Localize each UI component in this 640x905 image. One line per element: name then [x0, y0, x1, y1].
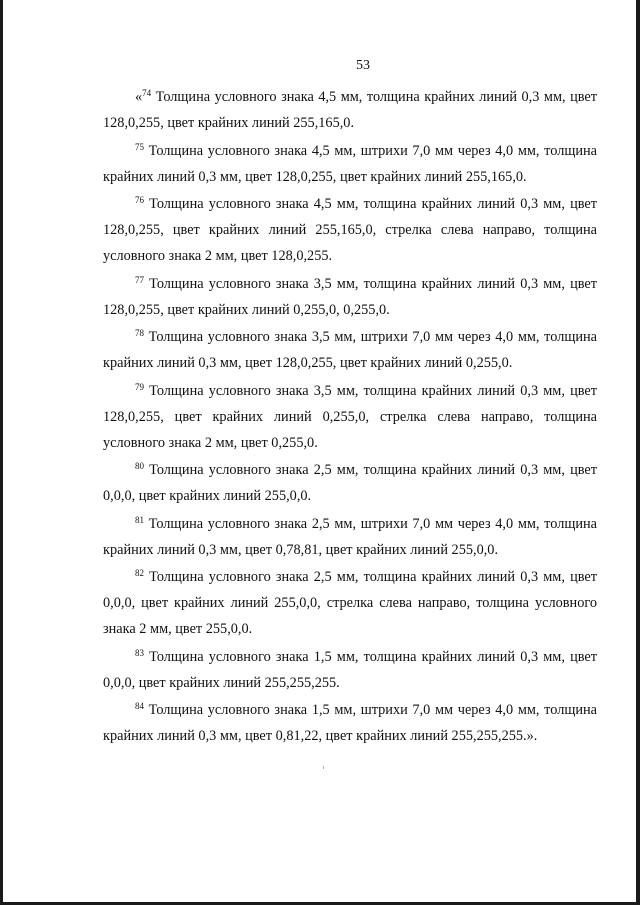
paragraph-77	[103, 271, 597, 323]
paragraph-82	[103, 564, 597, 642]
footnote-number: 76	[135, 195, 144, 205]
paragraph-text: Толщина условного знака 4,5 мм, штрихи 7,0 мм через 4,0 мм, толщина крайних линий 0,3 мм, цвет 128,0,255, цвет крайних линий 255,165,0.	[103, 142, 597, 185]
paragraph-text: Толщина условного знака 3,5 мм, штрихи 7,0 мм через 4,0 мм, толщина крайних линий 0,3 мм, цвет 128,0,255, цвет крайних линий 0,255,0.	[103, 329, 597, 371]
paragraph-text: Толщина условного знака 1,5 мм, толщина крайних линий 0,3 мм, цвет 0,0,0, цвет крайних линий 255,255,255.	[103, 648, 597, 691]
paragraph-text: Толщина условного знака 1,5 мм, штрихи 7,0 мм через 4,0 мм, толщина крайних линий 0,3 мм, цвет 0,81,22, цвет крайних линий 255,255,255.».	[103, 702, 597, 744]
paragraph-79	[103, 378, 597, 456]
footnote-number: 78	[135, 328, 144, 338]
opening-quote: «	[135, 89, 143, 105]
page-number: 53	[356, 58, 370, 73]
paragraph-76	[103, 191, 597, 269]
paragraph-80	[103, 457, 597, 509]
footnote-number: 77	[135, 274, 144, 285]
paragraph-75	[103, 138, 597, 190]
footnote-number: 80	[135, 461, 144, 471]
scan-speck	[323, 766, 324, 769]
footnote-number: 75	[135, 141, 144, 152]
paragraph-text: Толщина условного знака 2,5 мм, толщина крайних линий 0,3 мм, цвет 0,0,0, цвет крайних линий 255,0,0, стрелка слева направо, толщина условного знака 2 мм, цвет 255,0,0.	[103, 569, 597, 637]
paragraph-84	[103, 697, 597, 749]
paragraph-text: Толщина условного знака 2,5 мм, толщина крайних линий 0,3 мм, цвет 0,0,0, цвет крайних линий 255,0,0.	[103, 462, 597, 504]
document-body	[103, 84, 597, 751]
paragraph-text: Толщина условного знака 4,5 мм, толщина крайних линий 0,3 мм, цвет 128,0,255, цвет крайних линий 255,165,0, стрелка слева направо, толщина условного знака 2 мм, цвет 128,0,255.	[103, 196, 597, 264]
footnote-number: 83	[135, 647, 144, 658]
paragraph-83	[103, 644, 597, 696]
scan-edge-left	[0, 0, 3, 905]
scan-edge-right	[636, 0, 640, 905]
paragraph-text: Толщина условного знака 2,5 мм, штрихи 7,0 мм через 4,0 мм, толщина крайних линий 0,3 мм, цвет 0,78,81, цвет крайних линий 255,0,0.	[103, 515, 597, 558]
paragraph-78	[103, 324, 597, 376]
footnote-number: 84	[135, 701, 144, 711]
footnote-number: 74	[142, 88, 152, 98]
paragraph-text: Толщина условного знака 3,5 мм, толщина крайних линий 0,3 мм, цвет 128,0,255, цвет крайних линий 0,255,0, 0,255,0.	[103, 275, 597, 318]
paragraph-81	[103, 511, 597, 563]
footnote-number: 82	[135, 568, 144, 578]
paragraph-text: Толщина условного знака 4,5 мм, толщина крайних линий 0,3 мм, цвет 128,0,255, цвет крайних линий 255,165,0.	[103, 89, 597, 131]
footnote-number: 81	[135, 514, 144, 525]
paragraph-text: Толщина условного знака 3,5 мм, толщина крайних линий 0,3 мм, цвет 128,0,255, цвет крайних линий 0,255,0, стрелка слева направо, толщина условного знака 2 мм, цвет 0,255,0.	[103, 382, 597, 451]
paragraph-74	[103, 84, 597, 136]
footnote-number: 79	[135, 381, 144, 392]
